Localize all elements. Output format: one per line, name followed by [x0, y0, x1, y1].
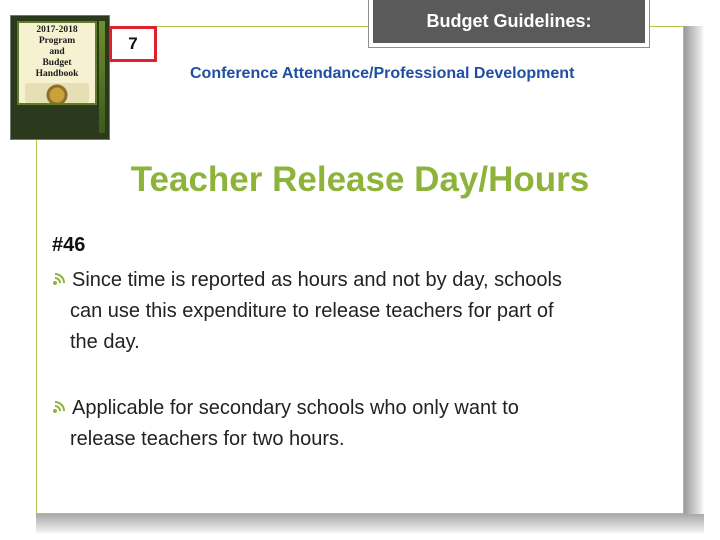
bullet-item — [52, 265, 670, 358]
frame-right-shadow — [684, 26, 704, 514]
header-tab-label: Budget Guidelines: — [373, 0, 645, 43]
cover-line-program: Program — [38, 36, 76, 46]
cover-line-handbook: Handbook — [35, 69, 79, 79]
cover-spine-stripe — [99, 21, 105, 133]
slide-title: Teacher Release Day/Hours — [130, 160, 590, 199]
bullet-text-line: release teachers for two hours. — [70, 428, 345, 450]
wifi-bullet-icon — [52, 400, 70, 414]
bullet-text-line: the day. — [70, 331, 140, 353]
cover-title-panel — [17, 21, 97, 105]
handbook-cover-image — [10, 15, 110, 140]
cover-year: 2017-2018 — [36, 25, 78, 35]
bullet-text-line: can use this expenditure to release teachers for part of — [70, 300, 554, 322]
bullet-text-line: Since time is reported as hours and not by day, schools — [72, 269, 562, 291]
slide-number-badge: 7 — [109, 26, 157, 62]
cover-footer-graphic — [17, 110, 97, 136]
cover-seal-graphic — [25, 83, 89, 103]
cover-line-budget: Budget — [42, 58, 72, 68]
bullet-item — [52, 393, 670, 455]
wifi-bullet-icon — [52, 272, 70, 286]
item-number: #46 — [52, 234, 86, 256]
header-tab — [368, 0, 650, 48]
section-subtitle: Conference Attendance/Professional Development — [190, 65, 575, 82]
frame-bottom-shadow — [36, 514, 704, 534]
cover-line-and: and — [49, 47, 65, 57]
bullet-text-line: Applicable for secondary schools who only want to — [72, 397, 519, 419]
